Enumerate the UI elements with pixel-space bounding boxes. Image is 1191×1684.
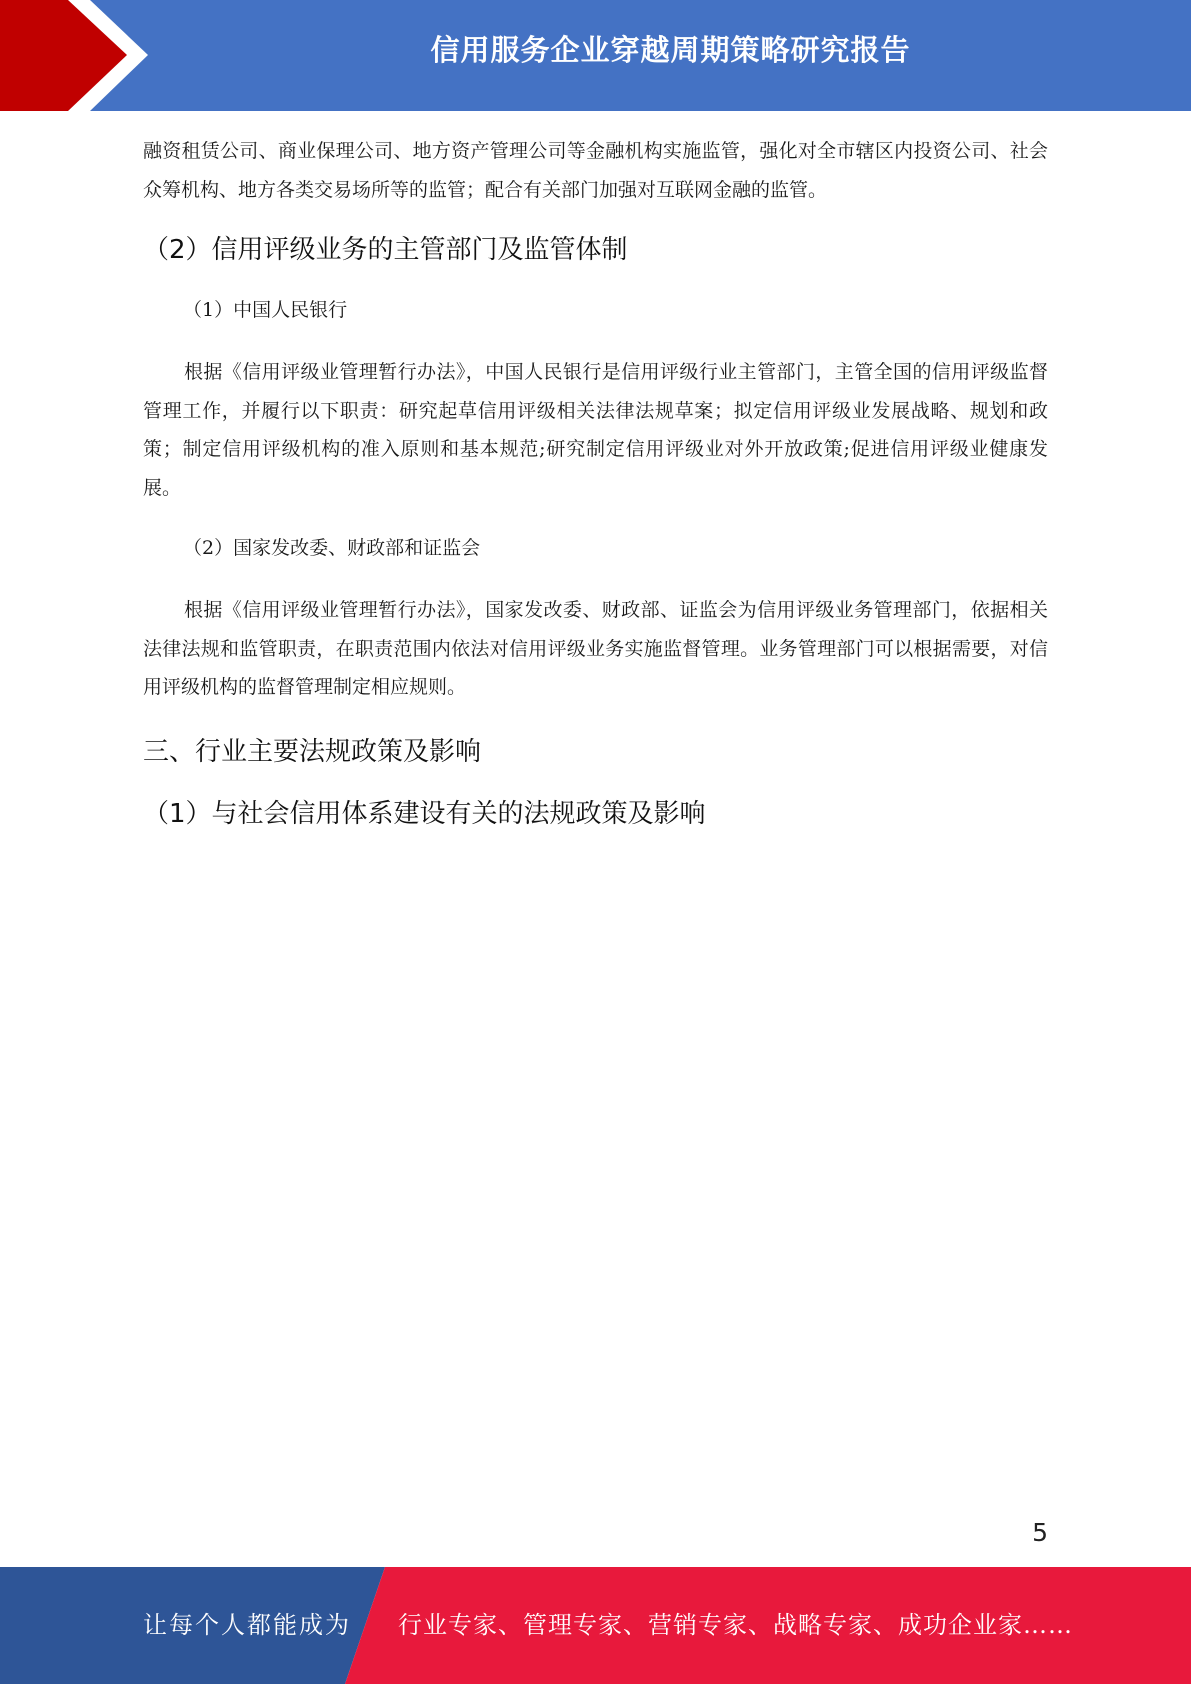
section-heading-regulators: （2）信用评级业务的主管部门及监管体制 <box>143 235 628 265</box>
intro-paragraph: 融资租赁公司、商业保理公司、地方资产管理公司等金融机构实施监管，强化对全市辖区内投资公司、社会众筹机构、地方各类交易场所等的监管；配合有关部门加强对互联网金融的监管。 <box>143 140 1048 201</box>
page-header <box>0 0 1191 111</box>
footer-slogan-right: 行业专家、管理专家、营销专家、战略专家、成功企业家…… <box>398 1611 1073 1639</box>
header-chevron-decoration <box>0 0 160 111</box>
report-title: 信用服务企业穿越周期策略研究报告 <box>430 33 911 67</box>
chapter-heading-regulations: 三、行业主要法规政策及影响 <box>143 736 482 767</box>
paragraph-ndrc-mof-csrc: 根据《信用评级业管理暂行办法》，国家发改委、财政部、证监会为信用评级业务管理部门，依据相关法律法规和监管职责，在职责范围内依法对信用评级业务实施监督管理。业务管理部门可以根据需要，对信用评级机构的监督管理制定相应规则。 <box>143 599 1048 698</box>
subheading-pboc: （1）中国人民银行 <box>183 299 348 321</box>
footer-slogan-left: 让每个人都能成为 <box>143 1611 351 1639</box>
page-number: 5 <box>1032 1518 1048 1547</box>
header-chevron-red <box>0 0 127 111</box>
page-content <box>143 132 1048 833</box>
page-footer <box>0 1567 1191 1684</box>
subheading-ndrc-mof-csrc: （2）国家发改委、财政部和证监会 <box>183 537 481 559</box>
paragraph-pboc: 根据《信用评级业管理暂行办法》，中国人民银行是信用评级行业主管部门，主管全国的信用评级监督管理工作，并履行以下职责：研究起草信用评级相关法律法规草案；拟定信用评级业发展战略、规划和政策；制定信用评级机构的准入原则和基本规范;研究制定信用评级业对外开放政策;促进信用评级业健康发展。 <box>143 361 1048 499</box>
section-heading-credit-system: （1）与社会信用体系建设有关的法规政策及影响 <box>143 798 706 829</box>
